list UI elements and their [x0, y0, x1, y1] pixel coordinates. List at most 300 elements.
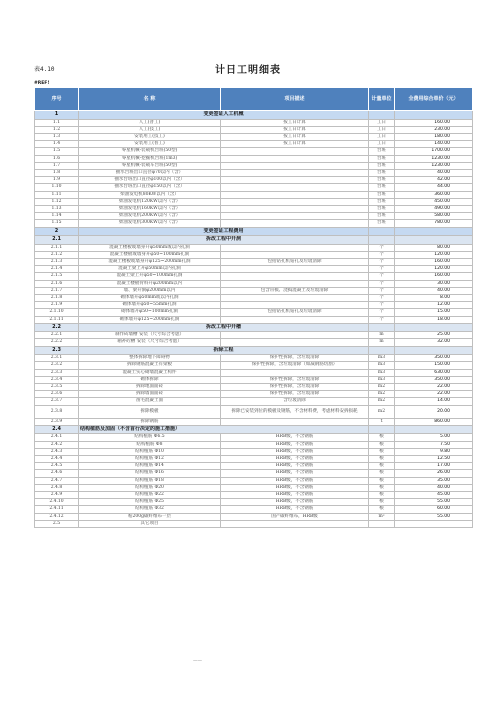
- item-unit: m2: [369, 384, 395, 391]
- item-name: 抽水台班出口直径φ70以内（含）: [79, 169, 221, 176]
- item-unit: t: [369, 418, 395, 425]
- item-price: 1230.00: [395, 162, 473, 169]
- table-row: [35, 302, 473, 309]
- item-description: HRB级，不含钢筋: [221, 506, 369, 513]
- item-unit: 个: [369, 258, 395, 265]
- item-name: 混凝土梁上开φ50mm以内孔洞: [79, 266, 221, 273]
- table-row: [35, 309, 473, 316]
- item-number: 2.4.7: [35, 477, 79, 484]
- table-row: [35, 470, 473, 477]
- section-header-row: [35, 346, 473, 355]
- ref-annotation: #REF!: [34, 81, 50, 86]
- item-unit: 个: [369, 280, 395, 287]
- item-price: 17.00: [395, 463, 473, 470]
- section-header-row: [35, 111, 473, 120]
- item-description: HRB级，不含钢筋: [221, 491, 369, 498]
- item-number: 1.12: [35, 198, 79, 205]
- item-price: 490.00: [395, 205, 473, 212]
- item-price: 860.00: [395, 418, 473, 425]
- item-number: 2.2.1: [35, 332, 79, 339]
- item-unit: 工日: [369, 119, 395, 126]
- item-name: 柴油发电机300KW以内（含）: [79, 220, 221, 227]
- item-name: 结构植筋 Φ18: [79, 477, 221, 484]
- section-number: 2.3: [35, 346, 79, 355]
- item-description: HRB级，不含钢筋: [221, 455, 369, 462]
- item-unit: 根: [369, 441, 395, 448]
- item-unit: 根: [369, 491, 395, 498]
- item-unit: 根: [369, 448, 395, 455]
- item-description: [221, 369, 369, 376]
- item-name: 人工(普工): [79, 119, 221, 126]
- item-price: 20.00: [395, 405, 473, 418]
- item-unit: 台班: [369, 169, 395, 176]
- item-number: 2.5: [35, 520, 79, 527]
- item-price: 450.00: [395, 198, 473, 205]
- item-number: 2.1.11: [35, 316, 79, 323]
- item-name: 拆除地面面砖: [79, 384, 221, 391]
- section-number: 1: [35, 111, 79, 120]
- item-number: 1.9: [35, 177, 79, 184]
- item-unit: 个: [369, 273, 395, 280]
- section-price-blank: [395, 111, 473, 120]
- item-number: 2.3.6: [35, 391, 79, 398]
- table-row: [35, 398, 473, 405]
- item-price: 120.00: [395, 266, 473, 273]
- item-unit: 个: [369, 266, 395, 273]
- item-description: HRB级，不含钢筋: [221, 499, 369, 506]
- item-unit: m: [369, 339, 395, 346]
- item-number: 2.1.3: [35, 258, 79, 265]
- item-name: 砌体墙开φ50~55mm孔洞: [79, 302, 221, 309]
- item-description: HRB级，不含钢筋: [221, 484, 369, 491]
- item-price: 5.00: [395, 434, 473, 441]
- section-price-blank: [395, 425, 473, 434]
- item-description: 含垃圾清除: [221, 398, 369, 405]
- item-description: [221, 162, 369, 169]
- item-unit: 台班: [369, 191, 395, 198]
- section-unit-blank: [369, 111, 395, 120]
- table-row: [35, 384, 473, 391]
- table-row: [35, 266, 473, 273]
- item-description: HRB级，不含钢筋: [221, 470, 369, 477]
- item-description: [221, 205, 369, 212]
- item-description: HRB级，不含钢筋: [221, 441, 369, 448]
- item-name: 剔补砼槽 安装（尺寸综合考虑）: [79, 339, 221, 346]
- item-number: 2.4.4: [35, 455, 79, 462]
- table-row: [35, 258, 473, 265]
- item-description: [221, 339, 369, 346]
- item-name: 零星机械-挖掘机台班(1m3): [79, 155, 221, 162]
- item-number: 2.1.10: [35, 309, 79, 316]
- table-row: [35, 520, 473, 527]
- item-number: 2.1.8: [35, 294, 79, 301]
- item-description: 按工日计算: [221, 119, 369, 126]
- item-unit: 个: [369, 294, 395, 301]
- table-row: [35, 448, 473, 455]
- item-price: 60.00: [395, 506, 473, 513]
- item-description: [221, 220, 369, 227]
- item-number: 2.4.11: [35, 506, 79, 513]
- item-price: 12.50: [395, 455, 473, 462]
- item-description: [221, 244, 369, 251]
- item-description: 按工日计算: [221, 133, 369, 140]
- item-unit: m3: [369, 369, 395, 376]
- table-row: [35, 126, 473, 133]
- section-number: 2.2: [35, 323, 79, 332]
- page-title: 计日工明细表: [215, 65, 281, 76]
- item-number: 2.2.2: [35, 339, 79, 346]
- item-price: 26.00: [395, 470, 473, 477]
- item-name: 结构植筋 Φ16: [79, 470, 221, 477]
- item-price: 15.00: [395, 309, 473, 316]
- item-unit: m3: [369, 362, 395, 369]
- item-name: 混凝土实心砌墙混凝土构件: [79, 369, 221, 376]
- table-row: [35, 477, 473, 484]
- item-number: 1.11: [35, 191, 79, 198]
- table-row: [35, 244, 473, 251]
- table-row: [35, 133, 473, 140]
- item-number: 1.10: [35, 184, 79, 191]
- item-number: 2.3.8: [35, 405, 79, 418]
- header-row: [35, 88, 473, 111]
- item-price: 22.00: [395, 391, 473, 398]
- item-description: [221, 294, 369, 301]
- item-name: 砌体墙开φ50mm或以内孔洞: [79, 294, 221, 301]
- item-description: [221, 418, 369, 425]
- table-row: [35, 220, 473, 227]
- item-name: 结构植筋 Φ25: [79, 499, 221, 506]
- item-description: 保护性拆除，含垃圾清除（如减钢筋切割）: [221, 362, 369, 369]
- table-row: [35, 162, 473, 169]
- section-header-row: [35, 323, 473, 332]
- item-number: 2.4.6: [35, 470, 79, 477]
- section-unit-blank: [369, 227, 395, 236]
- item-name: 制作砖墙槽 安装（尺寸综合考虑）: [79, 332, 221, 339]
- item-number: 1.1: [35, 119, 79, 126]
- table-row: [35, 405, 473, 418]
- section-number: 2.1: [35, 236, 79, 245]
- item-name: 结构植筋 Φ32: [79, 506, 221, 513]
- item-name: 结构植筋 Φ22: [79, 491, 221, 498]
- item-price: 180.00: [395, 133, 473, 140]
- item-number: 1.3: [35, 133, 79, 140]
- item-number: 2.3.5: [35, 384, 79, 391]
- item-name: 混凝土楼板或墙身开φ50mm或以内孔洞: [79, 244, 221, 251]
- item-description: [221, 251, 369, 258]
- item-price: 8.00: [395, 294, 473, 301]
- item-description: [221, 273, 369, 280]
- table-row: [35, 148, 473, 155]
- item-name: 柴油发电机120KW以内（含）: [79, 198, 221, 205]
- table-row: [35, 316, 473, 323]
- table-row: [35, 506, 473, 513]
- table-row: [35, 191, 473, 198]
- table-row: [35, 491, 473, 498]
- item-name: 拆除钢筋混凝土有梁板: [79, 362, 221, 369]
- item-description: [221, 177, 369, 184]
- item-price: 360.00: [395, 191, 473, 198]
- table-row: [35, 213, 473, 220]
- item-name: 结构植筋 Φ12: [79, 455, 221, 462]
- footer-mark: ——: [193, 659, 202, 664]
- table-row: [35, 280, 473, 287]
- col-header-unit: 计量单位: [369, 88, 395, 111]
- item-name: 柴油发电机80KW以内（含）: [79, 191, 221, 198]
- table-row: [35, 362, 473, 369]
- dayworks-table: [34, 87, 473, 528]
- col-header-price: 全费用综合单价（元）: [395, 88, 473, 111]
- item-price: [395, 520, 473, 527]
- item-price: 350.00: [395, 355, 473, 362]
- table-row: [35, 418, 473, 425]
- item-number: 2.1.6: [35, 280, 79, 287]
- section-number: 2.4: [35, 425, 79, 434]
- item-description: [221, 266, 369, 273]
- table-row: [35, 198, 473, 205]
- item-unit: m3: [369, 355, 395, 362]
- item-description: 按工日计算: [221, 126, 369, 133]
- item-description: HRB级，不含钢筋: [221, 477, 369, 484]
- item-number: 2.4.10: [35, 499, 79, 506]
- item-price: 40.00: [395, 287, 473, 294]
- item-unit: 工日: [369, 141, 395, 148]
- item-number: 2.3.9: [35, 418, 79, 425]
- section-title: 结构植筋及加固（不含首行决定的施工措施）: [79, 425, 369, 434]
- item-number: 1.5: [35, 148, 79, 155]
- item-description: [221, 169, 369, 176]
- item-price: 150.00: [395, 362, 473, 369]
- section-header-row: [35, 227, 473, 236]
- item-unit: 台班: [369, 205, 395, 212]
- section-price-blank: [395, 323, 473, 332]
- item-price: 630.00: [395, 369, 473, 376]
- item-name: 拆除墙面面砖: [79, 391, 221, 398]
- item-unit: 个: [369, 316, 395, 323]
- item-number: 2.1.9: [35, 302, 79, 309]
- item-unit: m2: [369, 398, 395, 405]
- item-name: 结构植筋 Φ20: [79, 484, 221, 491]
- item-number: 2.4.9: [35, 491, 79, 498]
- item-price: 140.00: [395, 141, 473, 148]
- table-row: [35, 169, 473, 176]
- item-unit: 根: [369, 484, 395, 491]
- item-price: 45.00: [395, 491, 473, 498]
- item-description: 保护性拆除，含垃圾清除: [221, 355, 369, 362]
- item-price: 44.00: [395, 184, 473, 191]
- item-description: 包括钻孔机钻孔及垃圾清除: [221, 309, 369, 316]
- table-row: [35, 499, 473, 506]
- item-number: 1.15: [35, 220, 79, 227]
- item-price: 32.00: [395, 339, 473, 346]
- item-unit: 工日: [369, 126, 395, 133]
- item-price: 1700.00: [395, 148, 473, 155]
- item-price: 42.00: [395, 177, 473, 184]
- item-name: 其它项目: [79, 520, 221, 527]
- section-unit-blank: [369, 346, 395, 355]
- table-row: [35, 332, 473, 339]
- item-description: [221, 184, 369, 191]
- item-description: [221, 148, 369, 155]
- section-title: 拆改工程中开洞: [79, 236, 369, 245]
- table-row: [35, 369, 473, 376]
- item-unit: 个: [369, 244, 395, 251]
- item-name: 抽水台班出口直径φ100以内（含）: [79, 177, 221, 184]
- item-price: 18.00: [395, 316, 473, 323]
- item-name: 安装用工(普工): [79, 141, 221, 148]
- item-unit: m²: [369, 513, 395, 520]
- item-description: [221, 213, 369, 220]
- item-number: 1.2: [35, 126, 79, 133]
- item-number: 2.4.8: [35, 484, 79, 491]
- item-description: HRB级，不含钢筋: [221, 463, 369, 470]
- table-number: 表4.10: [34, 66, 55, 73]
- section-header-row: [35, 425, 473, 434]
- table-row: [35, 513, 473, 520]
- item-name: 结构植筋 Φ10: [79, 448, 221, 455]
- item-description: 包括钻孔机钻孔及垃圾清除: [221, 258, 369, 265]
- col-header-no: 序号: [35, 88, 79, 111]
- item-price: 160.00: [395, 258, 473, 265]
- item-name: 柴油发电机160KW以内（含）: [79, 205, 221, 212]
- item-unit: m2: [369, 405, 395, 418]
- item-description: [221, 155, 369, 162]
- table-row: [35, 463, 473, 470]
- item-name: 砌体墙开φ50~100mm孔洞: [79, 309, 221, 316]
- item-number: 2.3.3: [35, 369, 79, 376]
- item-price: 40.00: [395, 169, 473, 176]
- item-number: 1.8: [35, 169, 79, 176]
- item-number: 2.4.3: [35, 448, 79, 455]
- col-header-desc: 项目描述: [221, 88, 369, 111]
- item-price: 160.00: [395, 273, 473, 280]
- item-name: 结构植筋 Φ6.5: [79, 434, 221, 441]
- section-title: 变更签证人工机械: [79, 111, 369, 120]
- table-row: [35, 441, 473, 448]
- item-name: 凿毛混凝土面: [79, 398, 221, 405]
- item-price: 80.00: [395, 244, 473, 251]
- item-number: 1.4: [35, 141, 79, 148]
- item-price: 350.00: [395, 376, 473, 383]
- item-price: 30.00: [395, 280, 473, 287]
- item-unit: 个: [369, 287, 395, 294]
- table-row: [35, 355, 473, 362]
- item-unit: 根: [369, 463, 395, 470]
- item-unit: [369, 520, 395, 527]
- item-name: 抽水台班出口直径φ150以内（含）: [79, 184, 221, 191]
- item-name: 零星机械-装载车台班(50型): [79, 162, 221, 169]
- item-price: 55.00: [395, 513, 473, 520]
- item-number: 1.6: [35, 155, 79, 162]
- item-number: 2.3.2: [35, 362, 79, 369]
- item-description: [221, 332, 369, 339]
- item-price: 40.00: [395, 484, 473, 491]
- item-description: [221, 191, 369, 198]
- table-row: [35, 141, 473, 148]
- table-row: [35, 434, 473, 441]
- item-description: 包含吊模、浇捣混凝土及垃圾清除: [221, 287, 369, 294]
- item-unit: m3: [369, 376, 395, 383]
- item-price: 25.00: [395, 332, 473, 339]
- section-price-blank: [395, 236, 473, 245]
- table-body: [35, 111, 473, 528]
- item-price: 120.00: [395, 251, 473, 258]
- table-row: [35, 287, 473, 294]
- item-description: 保护性拆除，含垃圾清除: [221, 376, 369, 383]
- item-unit: 根: [369, 434, 395, 441]
- item-unit: 根: [369, 506, 395, 513]
- item-number: 2.1.5: [35, 273, 79, 280]
- item-number: 1.13: [35, 205, 79, 212]
- section-title: 变更签证工程费用: [79, 227, 369, 236]
- item-number: 2.3.4: [35, 376, 79, 383]
- item-price: 160.00: [395, 119, 473, 126]
- section-unit-blank: [369, 236, 395, 245]
- table-row: [35, 251, 473, 258]
- item-price: 780.00: [395, 220, 473, 227]
- item-name: 结构植筋 Φ14: [79, 463, 221, 470]
- item-unit: 台班: [369, 213, 395, 220]
- item-description: [221, 280, 369, 287]
- item-number: 2.1.2: [35, 251, 79, 258]
- item-unit: 台班: [369, 155, 395, 162]
- item-unit: m: [369, 332, 395, 339]
- item-name: 墙、梁开洞φ200mm以内: [79, 287, 221, 294]
- item-description: 保护性拆除，含垃圾清除: [221, 384, 369, 391]
- table-row: [35, 119, 473, 126]
- table-row: [35, 376, 473, 383]
- item-name: 砌体墙开φ125~200mm孔洞: [79, 316, 221, 323]
- item-unit: 根: [369, 455, 395, 462]
- section-title: 拆改工程中开槽: [79, 323, 369, 332]
- item-number: 1.7: [35, 162, 79, 169]
- item-unit: 个: [369, 302, 395, 309]
- item-price: 22.00: [395, 384, 473, 391]
- item-description: [221, 302, 369, 309]
- item-name: 结构植筋 Φ8: [79, 441, 221, 448]
- item-name: 人工(技工): [79, 126, 221, 133]
- item-number: 2.4.2: [35, 441, 79, 448]
- item-name: 混凝土楼板骨料开φ200mm以内: [79, 280, 221, 287]
- table-row: [35, 205, 473, 212]
- section-price-blank: [395, 227, 473, 236]
- section-unit-blank: [369, 425, 395, 434]
- item-description: HRB级，不含钢筋: [221, 434, 369, 441]
- item-price: 7.50: [395, 441, 473, 448]
- section-title: 拆除工程: [79, 346, 369, 355]
- item-number: 2.1.7: [35, 287, 79, 294]
- item-number: 2.3.7: [35, 398, 79, 405]
- item-number: 2.4.12: [35, 513, 79, 520]
- item-unit: 根: [369, 470, 395, 477]
- table-row: [35, 391, 473, 398]
- item-description: 国产碳纤维布，HRB级: [221, 513, 369, 520]
- item-name: 整体拆除地下障碍物: [79, 355, 221, 362]
- item-name: 零星机械-装载机台班(50型): [79, 148, 221, 155]
- item-unit: 台班: [369, 177, 395, 184]
- item-unit: 个: [369, 251, 395, 258]
- item-name: 混凝土楼板或墙身开φ50~100mm孔洞: [79, 251, 221, 258]
- table-row: [35, 177, 473, 184]
- table-row: [35, 184, 473, 191]
- table-row: [35, 155, 473, 162]
- table-row: [35, 484, 473, 491]
- item-price: 12.00: [395, 302, 473, 309]
- item-description: 保护性拆除，含垃圾清除: [221, 391, 369, 398]
- item-description: HRB级，不含钢筋: [221, 448, 369, 455]
- item-name: 柴油发电机200KW以内（含）: [79, 213, 221, 220]
- item-price: 35.00: [395, 477, 473, 484]
- item-name: 混凝土梁上开φ50~100mm孔洞: [79, 273, 221, 280]
